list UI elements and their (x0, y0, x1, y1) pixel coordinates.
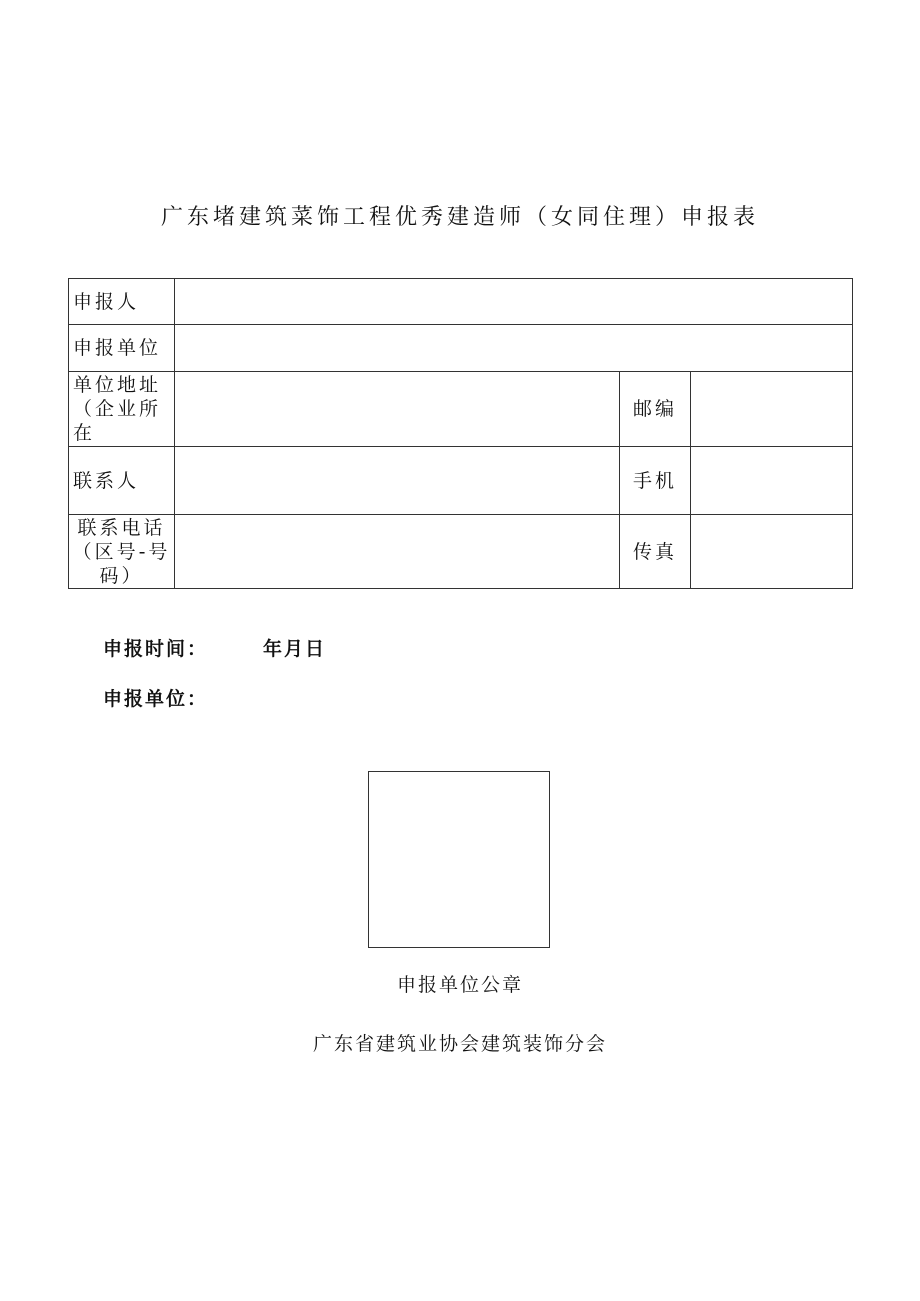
apply-date-label: 申报时间： (103, 638, 209, 660)
unit-field[interactable] (175, 325, 853, 372)
row-contact (69, 447, 853, 515)
postcode-label: 邮编 (620, 372, 691, 447)
apply-unit-label: 申报单位： (103, 688, 209, 710)
phone-label: 联系电话（区号-号码） (69, 515, 175, 589)
contact-label: 联系人 (69, 447, 175, 515)
contact-field[interactable] (175, 447, 620, 515)
unit-label: 申报单位 (69, 325, 175, 372)
apply-unit-line (103, 684, 208, 711)
row-applicant (69, 279, 853, 325)
fax-label: 传真 (620, 515, 691, 589)
page-title: 广东堵建筑菜饰工程优秀建造师（女同住理）申报表 (160, 205, 759, 230)
row-address (69, 372, 853, 447)
phone-field[interactable] (175, 515, 620, 589)
postcode-field[interactable] (691, 372, 853, 447)
mobile-field[interactable] (691, 447, 853, 515)
organization-name: 广东省建筑业协会建筑装饰分会 (312, 1033, 607, 1055)
mobile-label: 手机 (620, 447, 691, 515)
applicant-label: 申报人 (69, 279, 175, 325)
apply-date-value: 年月日 (263, 638, 327, 660)
applicant-field[interactable] (175, 279, 853, 325)
stamp-caption: 申报单位公章 (396, 974, 523, 996)
application-form-table (68, 278, 853, 589)
row-phone (69, 515, 853, 589)
row-unit (69, 325, 853, 372)
address-field[interactable] (175, 372, 620, 447)
address-label: 单位地址（企业所在 (69, 372, 175, 447)
stamp-box (368, 771, 550, 948)
fax-field[interactable] (691, 515, 853, 589)
apply-date-line (103, 634, 327, 661)
